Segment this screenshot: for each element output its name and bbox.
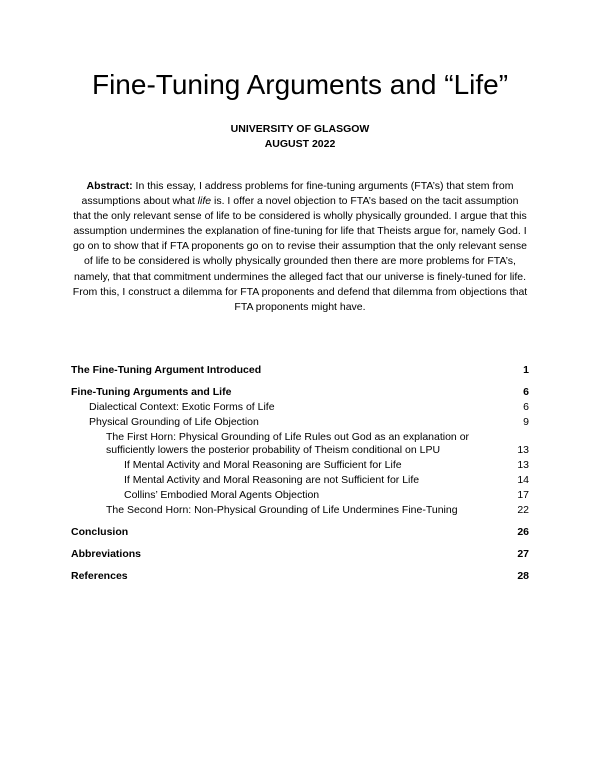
toc-entry[interactable] <box>71 401 529 414</box>
toc-entry-title: Fine-Tuning Arguments and Life <box>71 386 232 398</box>
table-of-contents <box>71 364 529 583</box>
toc-entry-title: The First Horn: Physical Grounding of Life Rules out God as an explanation or sufficiently lowers the posterior probability of Theism conditional on LPU <box>106 431 470 456</box>
toc-entry[interactable] <box>71 504 529 517</box>
toc-entry-page: 26 <box>517 526 529 538</box>
toc-entry-title: Physical Grounding of Life Objection <box>89 416 259 428</box>
toc-entry[interactable] <box>71 526 529 539</box>
toc-entry[interactable] <box>71 548 529 561</box>
toc-entry[interactable] <box>71 489 529 502</box>
toc-entry-title: If Mental Activity and Moral Reasoning are Sufficient for Life <box>124 459 402 471</box>
abstract-label: Abstract: <box>86 180 133 192</box>
toc-entry[interactable] <box>71 364 529 377</box>
toc-entry-title: The Fine-Tuning Argument Introduced <box>71 364 262 376</box>
document-title: Fine-Tuning Arguments and “Life” <box>91 69 509 100</box>
abstract-text-end: is. I offer a novel objection to FTA’s based on the tacit assumption that the only relevant sense of life to be considered is wholly physically grounded. I argue that this assumption undermines the explanation of fine-tuning for life that Theists argue for, namely God. I go on to show that if FTA proponents go on to revise their assumption that the only relevant sense of life to be considered is wholly physically grounded then there are more problems for FTA’s, namely, that that commitment undermines the alleged fact that our universe is finely-tuned for life. From this, I construct a dilemma for FTA proponents and defend that dilemma from objections that FTA proponents might have. <box>72 195 528 313</box>
toc-entry-page: 6 <box>523 401 529 413</box>
toc-entry[interactable] <box>71 431 529 457</box>
toc-entry-title: Abbreviations <box>71 548 142 560</box>
toc-entry-page: 13 <box>517 444 529 456</box>
toc-entry-page: 27 <box>517 548 529 560</box>
toc-entry-title: Collins’ Embodied Moral Agents Objection <box>124 489 320 501</box>
toc-entry-title: Conclusion <box>71 526 129 538</box>
toc-entry-page: 17 <box>517 489 529 501</box>
toc-entry-page: 22 <box>517 504 529 516</box>
toc-entry-page: 1 <box>523 364 529 376</box>
toc-entry[interactable] <box>71 570 529 583</box>
university-name: UNIVERSITY OF GLASGOW <box>230 123 370 135</box>
toc-entry-page: 28 <box>517 570 529 582</box>
toc-entry-page: 13 <box>517 459 529 471</box>
toc-entry-page: 14 <box>517 474 529 486</box>
abstract <box>72 179 528 315</box>
toc-entry[interactable] <box>71 386 529 399</box>
toc-entry-title: References <box>71 570 128 582</box>
toc-entry-title: If Mental Activity and Moral Reasoning are not Sufficient for Life <box>124 474 420 486</box>
toc-entry[interactable] <box>71 474 529 487</box>
toc-entry-title: The Second Horn: Non-Physical Grounding of Life Undermines Fine-Tuning <box>106 504 458 516</box>
toc-entry-page: 6 <box>523 386 529 398</box>
toc-entry[interactable] <box>71 459 529 472</box>
toc-entry[interactable] <box>71 416 529 429</box>
toc-entry-page: 9 <box>523 416 529 428</box>
document-date: AUGUST 2022 <box>264 138 336 150</box>
abstract-italic-word: life <box>197 195 212 208</box>
toc-entry-title: Dialectical Context: Exotic Forms of Life <box>89 401 275 413</box>
abstract-text-start: In this essay, I address problems for fine-tuning arguments (FTA’s) that stem from assumptions about what <box>81 180 514 208</box>
